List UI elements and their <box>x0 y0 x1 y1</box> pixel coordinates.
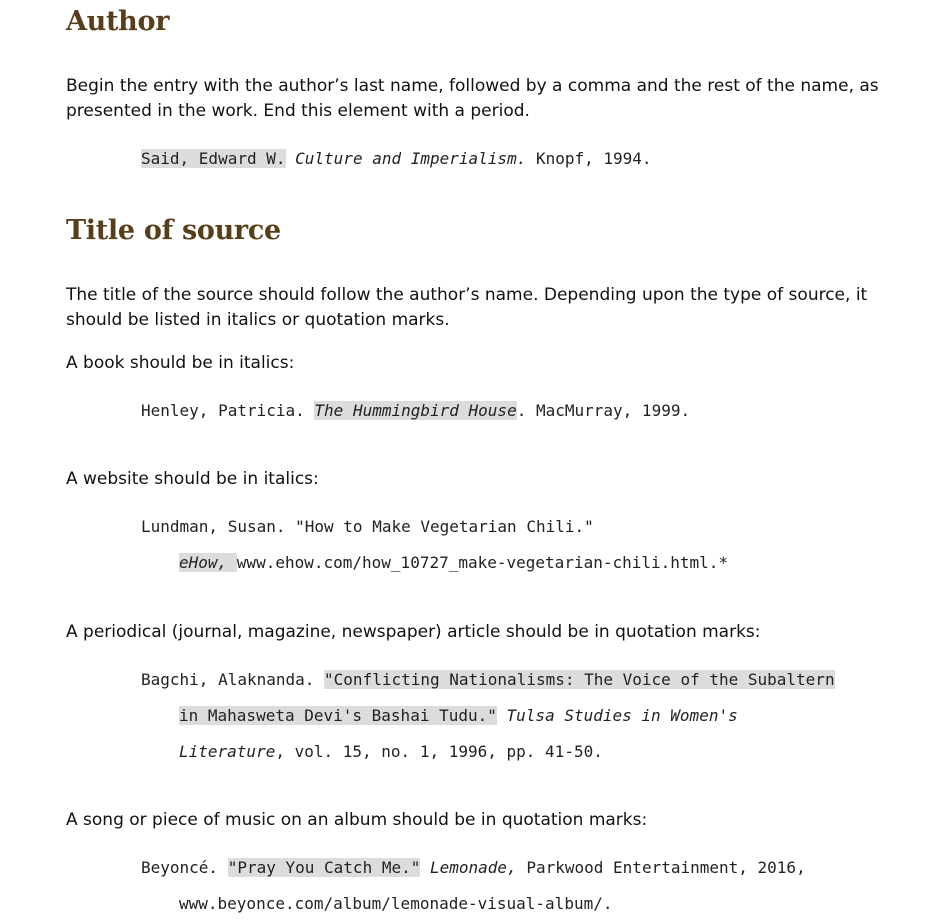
author-heading: Author <box>66 6 170 37</box>
periodical-label: A periodical (journal, magazine, newspaper) article should be in quotation marks: <box>66 622 761 642</box>
website-citation <box>66 509 728 581</box>
journal-name-1: Tulsa Studies in Women's <box>506 706 738 725</box>
author-name-highlight: Said, Edward W. <box>141 149 286 168</box>
periodical-title-highlight-1: "Conflicting Nationalisms: The Voice of the Subaltern <box>324 670 835 689</box>
book-label: A book should be in italics: <box>66 353 295 373</box>
book-citation <box>66 393 690 429</box>
song-publisher: Parkwood Entertainment, 2016, <box>526 858 806 877</box>
website-url: www.ehow.com/how_10727_make-vegetarian-chili.html.* <box>236 553 729 572</box>
journal-name-2: Literature <box>179 742 276 761</box>
title-of-source-heading: Title of source <box>66 215 281 246</box>
periodical-citation <box>66 662 835 770</box>
song-album: Lemonade, <box>430 858 517 877</box>
website-citation-line1: Lundman, Susan. "How to Make Vegetarian Chili." <box>141 517 594 536</box>
website-label: A website should be in italics: <box>66 469 319 489</box>
song-artist: Beyoncé. <box>141 858 219 877</box>
periodical-details: , vol. 15, no. 1, 1996, pp. 41-50. <box>275 742 603 761</box>
song-citation <box>66 850 806 922</box>
book-author: Henley, Patricia. <box>141 401 305 420</box>
website-name-highlight: eHow, <box>179 553 237 572</box>
title-description: The title of the source should follow the author’s name. Depending upon the type of source, it should be listed in italics or quotation marks. <box>66 285 868 330</box>
example-title: Culture and Imperialism. <box>295 149 527 168</box>
author-example-citation <box>66 141 652 177</box>
song-label: A song or piece of music on an album should be in quotation marks: <box>66 810 648 830</box>
example-publisher: Knopf, 1994. <box>535 149 652 168</box>
book-publisher: . MacMurray, 1999. <box>516 401 691 420</box>
song-url: www.beyonce.com/album/lemonade-visual-album/. <box>179 894 613 913</box>
periodical-title-highlight-2: in Mahasweta Devi's Bashai Tudu." <box>179 706 497 725</box>
song-title-highlight: "Pray You Catch Me." <box>227 858 421 877</box>
author-description: Begin the entry with the author’s last name, followed by a comma and the rest of the name, as presented in the work. End this element with a period. <box>66 76 879 121</box>
book-title-highlight: The Hummingbird House <box>314 401 517 420</box>
periodical-author: Bagchi, Alaknanda. <box>141 670 315 689</box>
